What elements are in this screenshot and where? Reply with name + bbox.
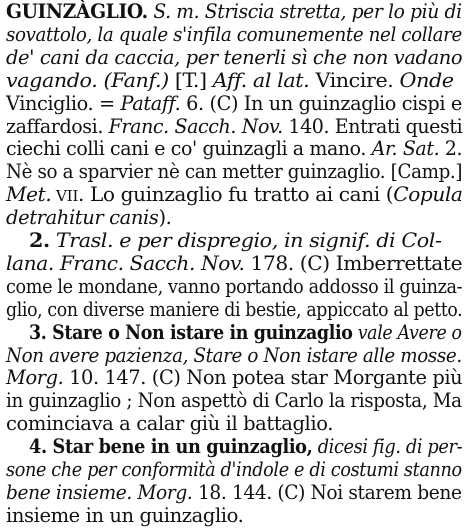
entry-line (6, 367, 462, 390)
entry-text-segment: Morg. (6, 366, 64, 390)
entry-line (6, 413, 333, 436)
entry-text-segment: 10. 147. (C) Non potea star Morgante più (63, 366, 463, 390)
entry-text-segment: 140. Entrati questi (282, 114, 463, 138)
entry-text-segment: S. m. Striscia stretta, per lo più di (147, 0, 462, 23)
entry-text-segment: 18. 144. (C) Noi starem bene (192, 480, 462, 504)
entry-text-segment: Ar. Sat. (371, 137, 440, 161)
entry-line (6, 207, 171, 230)
entry-text-segment: ciechi colli cani e co' guinzagli a mano. (6, 137, 372, 161)
entry-line (29, 322, 462, 345)
entry-line (6, 253, 462, 276)
entry-line (6, 276, 462, 299)
entry-line (6, 70, 454, 93)
entry-text-segment: Franc. Sacch. Nov. (108, 114, 283, 138)
entry-line (6, 299, 462, 322)
entry-text-segment: GUINZÀGLIO. (6, 0, 148, 23)
entry-line (6, 24, 462, 47)
entry-text-segment: [T.] (168, 68, 213, 92)
entry-line (6, 93, 462, 116)
entry-line (6, 1, 462, 24)
entry-text-segment: Vinciglio. (6, 91, 100, 115)
entry-text-segment: Aff. al lat. (212, 68, 310, 92)
entry-line (6, 482, 462, 505)
entry-text-segment: zaffardosi. (6, 114, 109, 138)
entry-text-segment: ). (158, 206, 172, 230)
entry-line (6, 345, 462, 368)
entry-text-segment: Onde (399, 68, 454, 92)
entry-text-segment: detrahitur canis (6, 206, 159, 230)
entry-text-segment: 2. (29, 229, 50, 252)
entry-line (6, 505, 243, 528)
entry-text-segment: = Pataff. (99, 91, 181, 115)
entry-line (6, 459, 462, 482)
entry-text-segment: Trasl. e per dispregio, in signif. di Col- (49, 229, 442, 252)
entry-text-segment: lana. Franc. Sacch. Nov. (6, 251, 245, 275)
entry-text-segment: VII (51, 187, 79, 206)
entry-text-segment: glio, con diverse maniere di bestie, appiccato al petto. (6, 297, 463, 321)
entry-text-segment: 3. Stare o Non istare in guinzaglio (29, 320, 353, 344)
entry-line (6, 161, 462, 184)
entry-text-segment: come le mondane, vanno portando addosso il guinza- (6, 274, 463, 298)
entry-text-segment: Non avere pazienza, Stare o Non istare alle mosse. (6, 343, 462, 367)
entry-line (6, 390, 462, 413)
entry-text-segment: in guinzaglio ; Non aspettò di Carlo la risposta, Ma (6, 389, 462, 413)
entry-line (6, 138, 462, 161)
entry-text-segment: sone che per conformità d'indole e di costumi stanno (6, 458, 462, 481)
entry-line (29, 230, 442, 253)
entry-text-segment: sovattolo, la quale s'infila comunemente nel collare (6, 22, 462, 46)
entry-text-segment: bene insieme. Morg. (6, 480, 193, 504)
entry-text-segment: Met. (6, 183, 52, 207)
entry-text-segment: vale Avere o (352, 320, 462, 344)
entry-text-segment: 178. (C) Imberrettate (244, 251, 463, 275)
entry-text-segment: cominciava a calar giù il battaglio. (6, 412, 334, 436)
entry-text-segment: dicesi fig. di per- (312, 435, 463, 459)
entry-text-segment: Nè so a sparvier nè can metter guinzaglio. [Camp.] (6, 160, 463, 184)
entry-line (6, 116, 462, 139)
entry-text-segment: de' cani da caccia, per tenerli sì che non vadano (6, 45, 463, 69)
entry-text-segment: insieme in un guinzaglio. (6, 503, 244, 527)
entry-text-segment: 6. (C) In un guinzaglio cispi e (180, 91, 462, 115)
entry-text-segment: 4. Star bene in un guinzaglio, (29, 435, 313, 459)
entry-text-segment: vagando. (Fanf.) (6, 68, 169, 92)
entry-text-segment: 2. (439, 137, 463, 161)
entry-text-segment: . Lo guinzaglio fu tratto ai cani ( (78, 183, 394, 207)
entry-text-segment: Vincire. (309, 68, 400, 92)
entry-text-segment: Copula (393, 183, 463, 207)
entry-line (29, 436, 462, 459)
entry-line (6, 47, 462, 70)
entry-line (6, 184, 463, 208)
